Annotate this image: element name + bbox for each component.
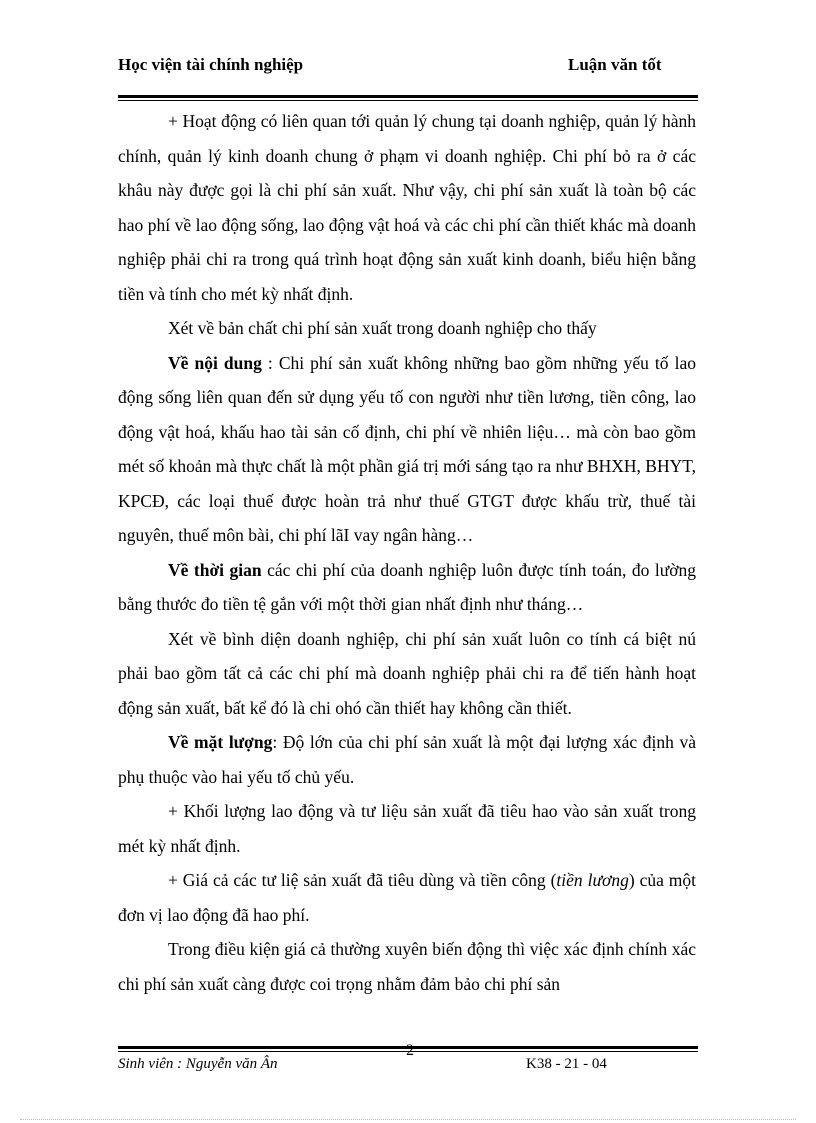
header-institution: Học viện tài chính nghiệp <box>118 55 304 74</box>
footer-class-code: K38 - 21 - 04 <box>526 1056 607 1072</box>
paragraph-3-text: : Chi phí sản xuất không những bao gồm những yếu tố lao động sống liên quan đến sử dụng yếu tố con người như tiền lương, tiền công, lao động vật hoá, khấu hao tài sản cố định, chi phí về nhiên liệu… mà còn bao gồm mét số khoản mà thực chất là một phần giá trị mới sáng tạo ra như BHXH, BHYT, KPCĐ, các loại thuế được hoàn trả như thuế GTGT được khấu trừ, thuế tài nguyên, thuế môn bài, chi phí lãI vay ngân hàng… <box>118 352 696 545</box>
footer-student-name: Sinh viên : Nguyễn văn Ân <box>118 1056 278 1072</box>
paragraph-5: Xét về bình diện doanh nghiệp, chi phí sản xuất luôn co tính cá biệt nú phải bao gồm tất cả các chi phí mà doanh nghiệp phải chi ra để tiến hành hoạt động sản xuất, bất kể đó là chi ohó cần thiết hay không cần thiết. <box>118 628 696 718</box>
header-document-type: Luận văn tốt <box>568 55 662 74</box>
paragraph-6-text: : Độ lớn của chi phí sản xuất là một đại lượng xác định và phụ thuộc vào hai yếu tố chủ yếu. <box>118 732 696 787</box>
paragraph-6-heading: Về mặt lượng <box>168 732 273 752</box>
paragraph-4-text: các chi phí của doanh nghiệp luôn được tính toán, đo lường bằng thước đo tiền tệ gắn với một thời gian nhất định như tháng… <box>118 559 696 614</box>
paragraph-6 <box>118 725 696 794</box>
paragraph-8-italic: tiền lương <box>556 870 629 890</box>
page-number: 2 <box>406 1042 414 1059</box>
paragraph-4-heading: Về thời gian <box>168 559 262 580</box>
header-divider <box>118 95 698 98</box>
paragraph-7: + Khối lượng lao động và tư liệu sản xuất đã tiêu hao vào sản xuất trong mét kỳ nhất định. <box>118 801 696 856</box>
paragraph-4 <box>118 553 696 622</box>
document-body <box>118 104 696 1001</box>
header-divider-thin <box>118 100 698 101</box>
paragraph-3 <box>118 346 696 553</box>
paragraph-3-heading: Về nội dung <box>168 352 262 373</box>
paragraph-8-end: ) của một đơn vị lao động đã hao phí. <box>118 870 696 925</box>
paragraph-2: Xét về bản chất chi phí sản xuất trong doanh nghiệp cho thấy <box>168 318 597 338</box>
paragraph-8-start: + Giá cả các tư liệ sản xuất đã tiêu dùng và tiền công ( <box>168 870 557 890</box>
page-edge-divider <box>20 1119 796 1120</box>
paragraph-8 <box>118 863 696 932</box>
paragraph-9: Trong điều kiện giá cả thường xuyên biến động thì việc xác định chính xác chi phí sản xuất càng được coi trọng nhằm đảm bảo chi phí sản <box>118 939 696 994</box>
paragraph-1: + Hoạt động có liên quan tới quản lý chung tại doanh nghiệp, quản lý hành chính, quản lý kinh doanh chung ở phạm vi doanh nghiệp. Chi phí bỏ ra ở các khâu này được gọi là chi phí sản xuất. Như vậy, chi phí sản xuất là toàn bộ các hao phí về lao động sống, lao động vật hoá và các chi phí cần thiết khác mà doanh nghiệp phải chi ra trong quá trình hoạt động sản xuất kinh doanh, biểu hiện bằng tiền và tính cho mét kỳ nhất định. <box>118 111 696 304</box>
